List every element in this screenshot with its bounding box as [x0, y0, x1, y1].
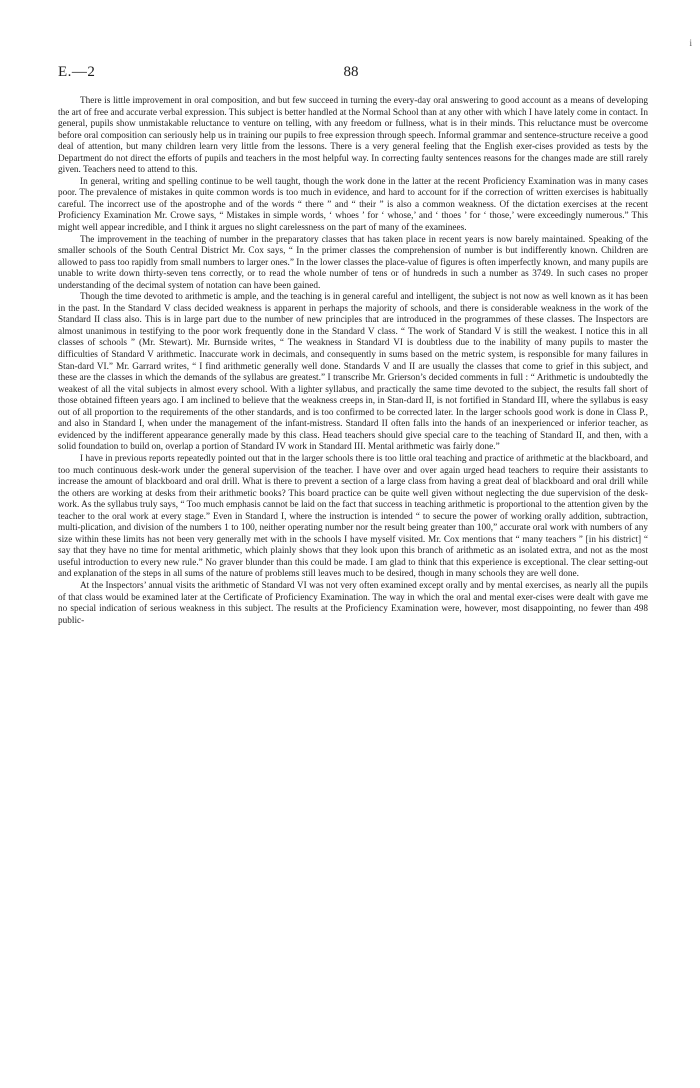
paragraph-number-teaching: The improvement in the teaching of number in the preparatory classes that has taken place in recent years is now barely maintained. Speaking of the smaller schools of the South Central District Mr. Cox says, “ In the primer classes the comprehension of number is but indifferently known. Children are allowed to pass too rapidly from small numbers to larger ones.” In the lower classes the place-value of figures is often imperfectly known, and many pupils are unable to write down thirty-seven tens correctly, or to read the whole number of tens or of hundreds in such a number as 3749. In such cases no proper understanding of the decimal system of notation can have been gained.: [58, 234, 648, 291]
document-reference: E.—2: [58, 64, 96, 80]
corner-mark: i: [689, 38, 692, 48]
paragraph-writing-spelling: In general, writing and spelling continue to be well taught, though the work done in the latter at the recent Proficiency Examination was in many cases poor. The prevalence of mistakes in quite common words is too much in evidence, and hard to account for if the correction of written exercises is habitually careful. The incorrect use of the apostrophe and of the words “ there ” and “ their ” is also a common weakness. Of the dictation exercises at the recent Proficiency Examination Mr. Crowe says, “ Mistakes in simple words, ‘ whoes ’ for ‘ whose,’ and ‘ thoes ’ for ‘ those,’ were exceedingly numerous.” This might well appear incredible, and I think it argues no slight carelessness on the part of many of the examinees.: [58, 176, 648, 234]
page-header: [58, 64, 644, 84]
paragraph-oral-teaching: I have in previous reports repeatedly pointed out that in the larger schools there is too little oral teaching and practice of arithmetic at the blackboard, and too much continuous desk-work under the general supervision of the teacher. I have over and over again urged head teachers to require their assistants to increase the amount of blackboard and oral drill. What is there to prevent a section of a large class from having a great deal of blackboard and oral drill while the others are working at desks from their arithmetic books? This board practice can be quite well given without neglecting the due supervision of the desk-work. As the syllabus truly says, “ Too much emphasis cannot be laid on the fact that success in teaching arithmetic is proportional to the attention given by the teacher to the oral work at every stage.” Even in Standard I, where the instruction is intended “ to secure the power of working orally addition, subtraction, multi-plication, and division of the numbers 1 to 100, neither operating number nor the result being greater than 100,” accurate oral work with numbers of any size within these limits has not been very generally met with in the schools I have myself visited. Mr. Cox mentions that “ many teachers ” [in his district] “ say that they have no time for mental arithmetic, which plainly shows that they look upon this branch of arithmetic as an isolated extra, and not as the most useful introduction to every new rule.” No graver blunder than this could be made. I am glad to think that this experience is exceptional. The clear setting-out and explanation of the steps in all sums of the nature of problems still leaves much to be desired, though in many schools they are well done.: [58, 453, 648, 580]
body-text: [58, 96, 648, 627]
paragraph-proficiency-results: At the Inspectors’ annual visits the arithmetic of Standard VI was not very often examined except orally and by mental exercises, as nearly all the pupils of that class would be examined later at the Certificate of Proficiency Examination. The way in which the oral and mental exer-cises were dealt with gave me no special indication of serious weakness in this subject. The results at the Proficiency Examination were, however, most disappointing, no fewer than 498 public-: [58, 580, 648, 626]
paragraph-arithmetic: Though the time devoted to arithmetic is ample, and the teaching is in general careful and intelligent, the subject is not now as well known as it has been in the past. In the Standard V class decided weakness is apparent in perhaps the majority of schools, and there is considerable weakness in the work of the Standard II class also. This is in large part due to the number of new principles that are introduced in the programmes of these classes. The Inspectors are almost unanimous in testifying to the poor work frequently done in the Standard V class. “ The work of Standard V is still the weakest. I notice this in all classes of schools ” (Mr. Stewart). Mr. Burnside writes, “ The weakness in Standard VI is doubtless due to the inability of many pupils to master the difficulties of Standard V arithmetic. Inaccurate work in decimals, and consequently in sums based on the metric system, is responsible for many failures in Stan-dard VI.” Mr. Garrard writes, “ I find arithmetic generally well done. Standards V and II are usually the classes that come to grief in this subject, and these are the classes in which the demands of the syllabus are greatest.” I transcribe Mr. Grierson’s decided comments in full : “ Arithmetic is undoubtedly the weakest of all the vital subjects in almost every school. With a lighter syllabus, and practically the same time devoted to the subject, the results fall short of those obtained fifteen years ago. I am inclined to believe that the weakness creeps in, in Stan-dard II, is not fortified in Standard III, where the syllabus is easy out of all proportion to the requirements of the other standards, and is too confirmed to be corrected later. In the larger schools good work is done in Class P., and also in Standard I, when under the management of the infant-mistress. Standard II often falls into the hands of an inexperienced or inferior teacher, as evidenced by the indifferent appearance generally made by this class. Head teachers should give special care to the teaching of Standard II, and then, with a solid foundation to build on, overlap a portion of Standard IV work in Standard III. Mental arithmetic was fairly done.”: [58, 292, 648, 453]
paragraph-oral-composition: There is little improvement in oral composition, and but few succeed in turning the every-day oral answering to good account as a means of developing the art of free and accurate verbal expression. This subject is better handled at the Normal School than at any other with which I have lately come in contact. In general, pupils show unmistakable reluctance to venture on telling, with any freedom or fullness, what is in their minds. This reluctance must be overcome before oral composition can seriously help us in training our pupils to free expression through speech. Informal grammar and sentence-structure receive a good deal of attention, but many children learn very little from the lessons. There is a very general feeling that the English exer-cises provided as tests by the Department do not direct the efforts of pupils and teachers in the most helpful way. In correcting faulty sentences reasons for the changes made are still rarely given. Teachers need to attend to this.: [58, 96, 648, 176]
page-number: 88: [343, 64, 359, 80]
